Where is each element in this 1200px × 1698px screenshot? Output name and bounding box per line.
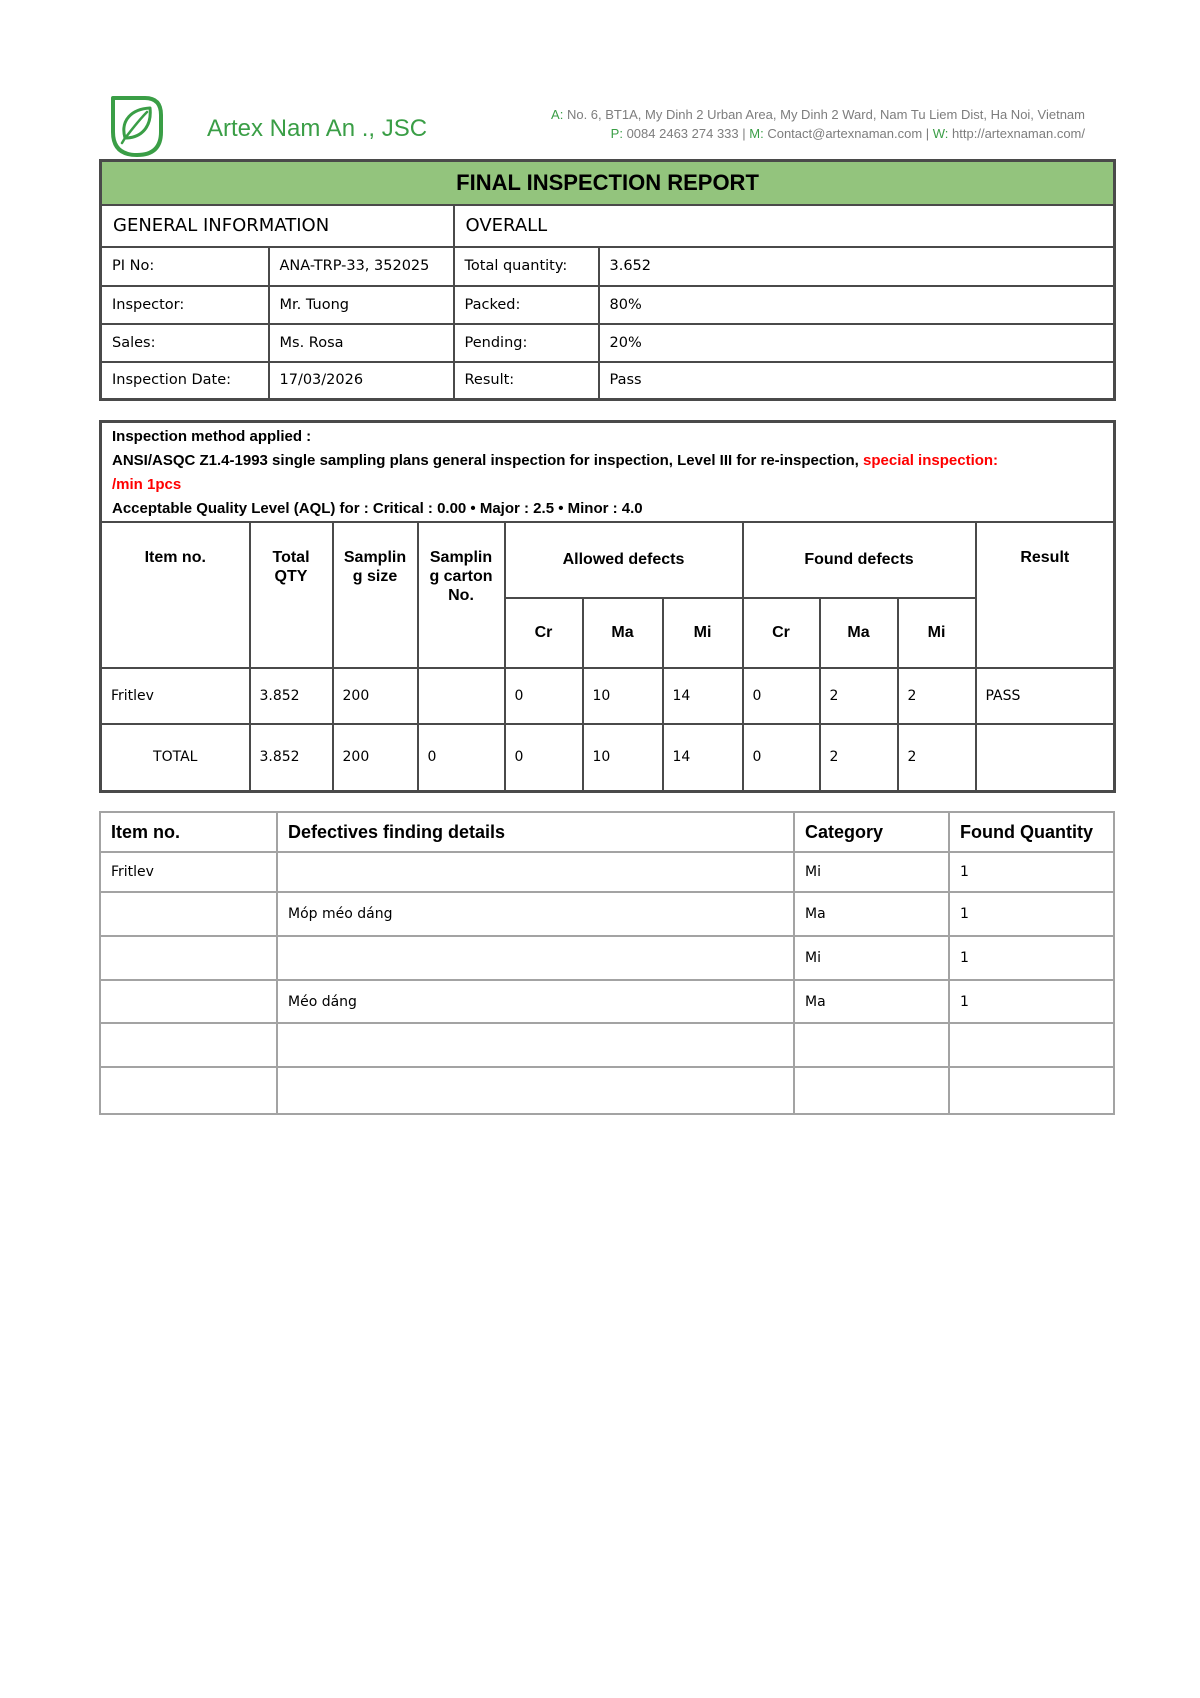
allowed-cr-cell: 0 <box>505 724 583 791</box>
details-header-row <box>100 812 1114 852</box>
defect-detail-cell <box>277 852 794 892</box>
phone-label: P: <box>610 126 623 141</box>
website-label: W: <box>932 126 949 141</box>
info-row <box>101 324 1115 362</box>
report-title: FINAL INSPECTION REPORT <box>101 161 1115 205</box>
inspector-value: Mr. Tuong <box>269 286 454 324</box>
item-no-cell <box>100 980 277 1023</box>
email-value: Contact@artexnaman.com | <box>767 126 930 141</box>
summary-row <box>101 668 1115 724</box>
category-cell <box>794 1023 949 1067</box>
info-row <box>101 362 1115 400</box>
allowed-ma-cell: 10 <box>583 668 663 724</box>
total-qty-cell: 3.852 <box>250 668 333 724</box>
summary-total-row <box>101 724 1115 791</box>
method-text: ANSI/ASQC Z1.4-1993 single sampling plans general inspection for inspection, Level III for re-inspection, <box>112 452 864 469</box>
category-cell: Ma <box>794 980 949 1023</box>
header-found-mi: Mi <box>898 598 976 668</box>
table-row <box>100 980 1114 1023</box>
header-sampling-carton-no: Sampling carton No. <box>418 522 505 668</box>
website-value: http://artexnaman.com/ <box>952 126 1085 141</box>
result-label: Result: <box>454 362 599 400</box>
table-row <box>100 1067 1114 1114</box>
header-allowed-cr: Cr <box>505 598 583 668</box>
found-quantity-cell: 1 <box>949 852 1114 892</box>
header-found-ma: Ma <box>820 598 898 668</box>
packed-label: Packed: <box>454 286 599 324</box>
header-found-cr: Cr <box>743 598 820 668</box>
result-cell <box>976 724 1115 791</box>
defect-detail-cell <box>277 1023 794 1067</box>
aql-line: Acceptable Quality Level (AQL) for : Critical : 0.00 • Major : 2.5 • Minor : 4.0 <box>112 500 643 517</box>
found-quantity-cell <box>949 1023 1114 1067</box>
item-no-cell <box>100 936 277 980</box>
item-no-cell <box>100 892 277 936</box>
item-no-cell <box>100 1067 277 1114</box>
header-item-no: Item no. <box>100 812 277 852</box>
general-info-table <box>99 159 1116 401</box>
sales-value: Ms. Rosa <box>269 324 454 362</box>
info-row <box>101 247 1115 286</box>
defect-details-table <box>99 811 1115 1115</box>
allowed-mi-cell: 14 <box>663 724 743 791</box>
found-cr-cell: 0 <box>743 724 820 791</box>
found-mi-cell: 2 <box>898 724 976 791</box>
found-quantity-cell <box>949 1067 1114 1114</box>
item-no-cell <box>100 1023 277 1067</box>
category-cell <box>794 1067 949 1114</box>
company-name: Artex Nam An ., JSC <box>207 115 428 142</box>
found-quantity-cell: 1 <box>949 936 1114 980</box>
header-allowed-defects: Allowed defects <box>505 522 743 598</box>
table-row <box>100 936 1114 980</box>
method-heading: Inspection method applied : <box>112 428 312 445</box>
pi-no-label: PI No: <box>101 247 269 286</box>
defect-detail-cell: Méo dáng <box>277 980 794 1023</box>
inspector-label: Inspector: <box>101 286 269 324</box>
header-allowed-ma: Ma <box>583 598 663 668</box>
leaf-shield-icon <box>108 93 166 159</box>
category-cell: Mi <box>794 936 949 980</box>
header-found-quantity: Found Quantity <box>949 812 1114 852</box>
table-row <box>100 892 1114 936</box>
found-mi-cell: 2 <box>898 668 976 724</box>
pi-no-value: ANA-TRP-33, 352025 <box>269 247 454 286</box>
method-description <box>112 449 1104 473</box>
total-quantity-label: Total quantity: <box>454 247 599 286</box>
found-cr-cell: 0 <box>743 668 820 724</box>
header-allowed-mi: Mi <box>663 598 743 668</box>
header-sampling-size: Sampling size <box>333 522 418 668</box>
inspection-date-label: Inspection Date: <box>101 362 269 400</box>
pending-label: Pending: <box>454 324 599 362</box>
company-logo <box>108 93 166 159</box>
sampling-carton-cell: 0 <box>418 724 505 791</box>
section-heading-row <box>101 205 1115 247</box>
special-inspection-continued: /min 1pcs <box>112 476 182 493</box>
summary-header-row <box>101 522 1115 598</box>
total-quantity-value: 3.652 <box>599 247 1115 286</box>
allowed-mi-cell: 14 <box>663 668 743 724</box>
company-contact-block <box>551 105 1085 143</box>
email-label: M: <box>749 126 764 141</box>
total-qty-cell: 3.852 <box>250 724 333 791</box>
sampling-size-cell: 200 <box>333 668 418 724</box>
header-defect-details: Defectives finding details <box>277 812 794 852</box>
defect-detail-cell <box>277 936 794 980</box>
sales-label: Sales: <box>101 324 269 362</box>
defect-detail-cell: Móp méo dáng <box>277 892 794 936</box>
total-label-cell: TOTAL <box>101 724 250 791</box>
address-value: No. 6, BT1A, My Dinh 2 Urban Area, My Dinh 2 Ward, Nam Tu Liem Dist, Ha Noi, Vietnam <box>566 107 1085 122</box>
inspection-summary-table <box>99 420 1116 793</box>
sampling-size-cell: 200 <box>333 724 418 791</box>
defect-detail-cell <box>277 1067 794 1114</box>
header-found-defects: Found defects <box>743 522 976 598</box>
header-category: Category <box>794 812 949 852</box>
info-row <box>101 286 1115 324</box>
method-row <box>101 422 1115 523</box>
address-label: A: <box>551 107 564 122</box>
inspection-method-block <box>101 422 1115 523</box>
packed-value: 80% <box>599 286 1115 324</box>
phone-value: 0084 2463 274 333 | <box>626 126 746 141</box>
sampling-carton-cell <box>418 668 505 724</box>
item-no-cell: Fritlev <box>101 668 250 724</box>
general-info-heading: GENERAL INFORMATION <box>101 205 454 247</box>
result-cell: PASS <box>976 668 1115 724</box>
found-quantity-cell: 1 <box>949 892 1114 936</box>
result-value: Pass <box>599 362 1115 400</box>
special-inspection-text: special inspection: <box>863 452 999 469</box>
category-cell: Ma <box>794 892 949 936</box>
found-ma-cell: 2 <box>820 668 898 724</box>
header-total-qty: Total QTY <box>250 522 333 668</box>
allowed-ma-cell: 10 <box>583 724 663 791</box>
header-item-no: Item no. <box>101 522 250 668</box>
allowed-cr-cell: 0 <box>505 668 583 724</box>
contact-line <box>551 124 1085 143</box>
header-result: Result <box>976 522 1115 668</box>
table-row <box>100 1023 1114 1067</box>
pending-value: 20% <box>599 324 1115 362</box>
item-no-cell: Fritlev <box>100 852 277 892</box>
found-quantity-cell: 1 <box>949 980 1114 1023</box>
found-ma-cell: 2 <box>820 724 898 791</box>
table-row <box>100 852 1114 892</box>
category-cell: Mi <box>794 852 949 892</box>
overall-heading: OVERALL <box>454 205 1115 247</box>
title-row <box>101 161 1115 205</box>
address-line <box>551 105 1085 124</box>
inspection-date-value: 17/03/2026 <box>269 362 454 400</box>
